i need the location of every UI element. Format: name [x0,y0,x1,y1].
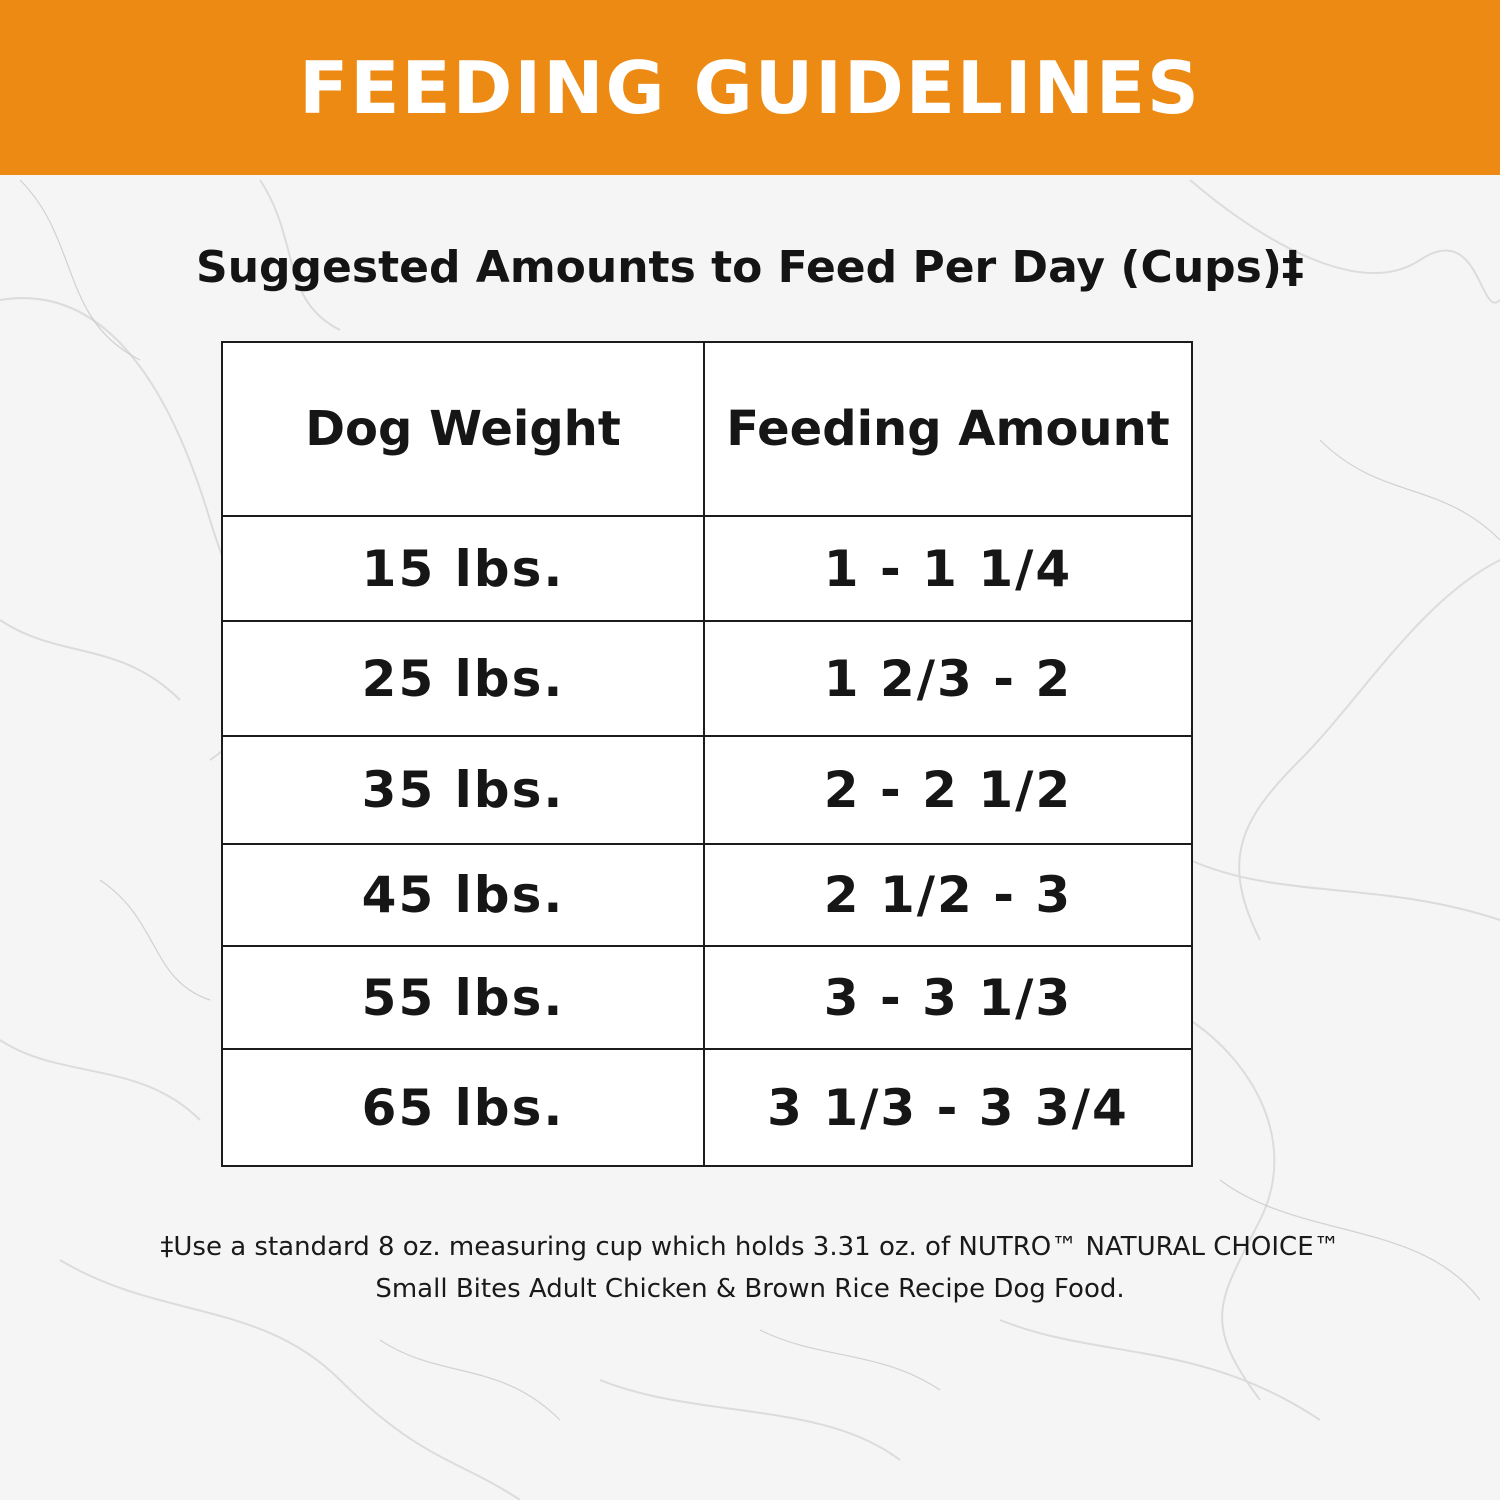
dog-weight-cell: 25 lbs. [222,621,704,736]
column-header-feeding-amount: Feeding Amount [704,342,1192,516]
feeding-amount-cell: 2 1/2 - 3 [704,844,1192,946]
footnote-line-1: ‡Use a standard 8 oz. measuring cup which holds 3.31 oz. of NUTRO™ NATURAL CHOICE™ [160,1232,1340,1262]
dog-weight-cell: 65 lbs. [222,1049,704,1166]
table-row [222,736,1192,844]
feeding-table [221,341,1193,1167]
dog-weight-cell: 35 lbs. [222,736,704,844]
feeding-amount-cell: 3 - 3 1/3 [704,946,1192,1049]
table-row [222,946,1192,1049]
dog-weight-cell: 45 lbs. [222,844,704,946]
feeding-amount-cell: 2 - 2 1/2 [704,736,1192,844]
table-header-row [222,342,1192,516]
page-title: FEEDING GUIDELINES [299,45,1201,130]
feeding-amount-cell: 1 2/3 - 2 [704,621,1192,736]
header-band [0,0,1500,175]
dog-weight-cell: 15 lbs. [222,516,704,621]
table-row [222,516,1192,621]
feeding-amount-cell: 3 1/3 - 3 3/4 [704,1049,1192,1166]
table-row [222,1049,1192,1166]
table-subtitle: Suggested Amounts to Feed Per Day (Cups)‡ [196,242,1304,293]
footnote-line-2: Small Bites Adult Chicken & Brown Rice Recipe Dog Food. [375,1274,1125,1304]
table-row [222,621,1192,736]
feeding-amount-cell: 1 - 1 1/4 [704,516,1192,621]
column-header-dog-weight: Dog Weight [222,342,704,516]
footnote [0,1226,1500,1310]
dog-weight-cell: 55 lbs. [222,946,704,1049]
table-row [222,844,1192,946]
